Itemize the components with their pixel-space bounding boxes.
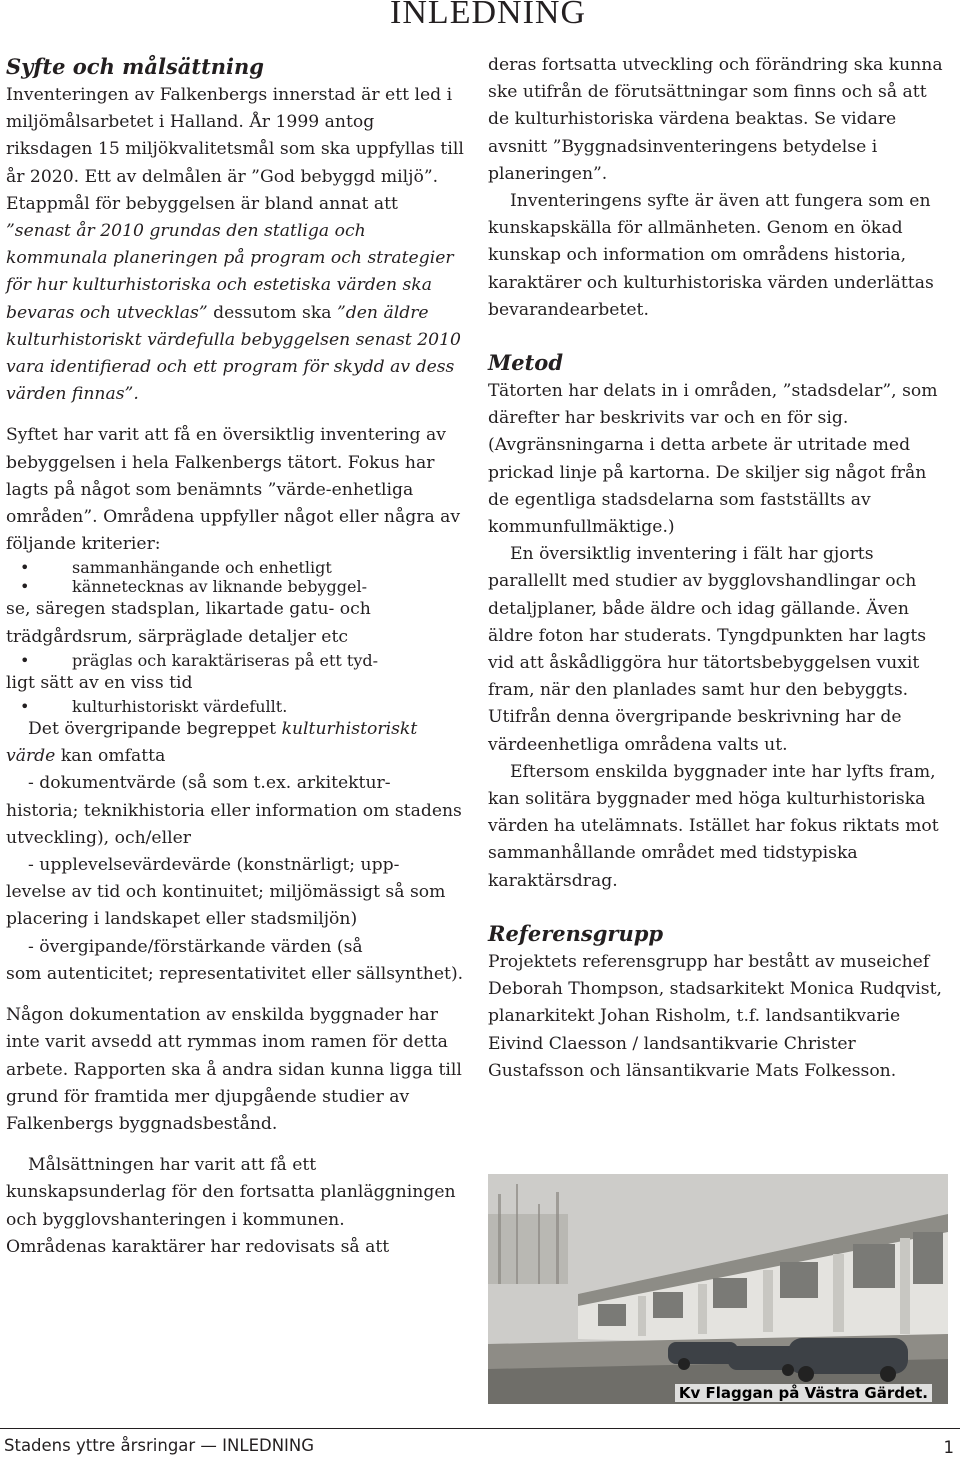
footer-running-title: Stadens yttre årsringar — INLEDNING (4, 1436, 315, 1455)
paragraph-metod-1: Tätorten har delats in i områden, ”stadsdelar”, som därefter har beskrivits var och en för sig. (Avgränsningarna i detta arbete är utritade med prickad linje på kartorna. De skiljer sig något från de egentliga stadsdelarna som fastställts av kommunfullmäktige.) (488, 381, 938, 538)
paragraph-metod-2: En översiktlig inventering i fält har gjorts parallellt med studier av bygglovshandlingar och detaljplaner, både äldre och idag gällande. Även äldre foton har studerats. Tyngdpunkten har lagts vid att åskådliggöra hur tätortsbebyggelsen vuxit fram, när den planlades samt hur den bebyggts. Utifrån denna övergripande beskrivning har de värdeenhetliga områdena valts ut. (488, 544, 927, 755)
bullet-text: kännetecknas av liknande bebyggel- (72, 577, 368, 597)
bullet-text: kulturhistoriskt värdefullt. (72, 697, 288, 717)
bullet-icon: • (20, 650, 30, 670)
right-column (488, 52, 948, 1085)
left-column (6, 52, 466, 1261)
paragraph-metod-3: Eftersom enskilda byggnader inte har lyfts fram, kan solitära byggnader med höga kulturhistoriska värden ha utelämnats. Istället har fokus riktats mot sammanhållande området med tidstypiska karaktärsdrag. (488, 761, 939, 891)
dash-continuation: levelse av tid och kontinuitet; miljömässigt så som placering i landskapet eller stadsmiljön) (6, 882, 446, 930)
paragraph-continued: deras fortsatta utveckling och förändring ska kunna ske utifrån de förutsättningar som finns och så att de kulturhistoriska värdena beaktas. Se vidare avsnitt ”Byggnadsinventeringens betydelse i planeringen”. (488, 55, 943, 184)
bullet-continuation: se, säregen stadsplan, likartade gatu- och trädgårdsrum, särpräglade detaljer etc (6, 599, 371, 647)
intro-text: Inventeringen av Falkenbergs innerstad är ett led i miljömålsarbetet i Halland. År 1999 antog riksdagen 15 miljökvalitetsmål som ska uppfyllas till år 2020. Ett av delmålen är ”God bebyggd miljö”. Etappmål för bebyggelsen är bland annat att (6, 85, 464, 214)
heading-syfte: Syfte och målsättning (6, 54, 264, 79)
bullet-item (6, 651, 466, 670)
begrepp-em: kulturhistoriskt värde (6, 719, 418, 767)
bullet-item (6, 577, 466, 596)
intro-mid: dessutom ska (207, 302, 337, 323)
photo-illustration (488, 1174, 948, 1404)
bullet-text: sammanhängande och enhetligt (72, 558, 332, 578)
paragraph-dokumentation: Någon dokumentation av enskilda byggnader har inte varit avsedd att rymmas inom ramen för detta arbete. Rapporten ska å andra sidan kunna ligga till grund för framtida mer djupgående studier av Falkenbergs byggnadsbestånd. (6, 1005, 462, 1134)
bullet-icon: • (20, 577, 30, 597)
heading-referensgrupp: Referensgrupp (488, 920, 664, 946)
paragraph-referensgrupp: Projektets referensgrupp har bestått av museichef Deborah Thompson, stadsarkitekt Monica Rudqvist, planarkitekt Johan Risholm, t.f. landsantikvarie Eivind Claesson / landsantikvarie Christer Gustafsson och länsantikvarie Mats Folkesson. (488, 951, 942, 1081)
paragraph-begrepp (6, 716, 466, 770)
dash-continuation: som autenticitet; representativitet eller sällsynthet). (6, 963, 464, 984)
paragraph-malsattning: Målsättningen har varit att få ett kunskapsunderlag för den fortsatta planläggningen och bygglovshanteringen i kommunen. (6, 1155, 456, 1230)
dash-item: - dokumentvärde (så som t.ex. arkitektur- (28, 773, 391, 794)
bullet-item (6, 558, 466, 577)
photo-caption: Kv Flaggan på Västra Gärdet. (675, 1384, 932, 1402)
paragraph-intro (6, 82, 466, 408)
bullet-item (6, 697, 466, 716)
heading-metod: Metod (488, 350, 563, 376)
paragraph-karaktarer: Områdenas karaktärer har redovisats så att (6, 1236, 390, 1257)
bullet-text: präglas och karaktäriseras på ett tyd- (72, 650, 379, 670)
dash-item: - upplevelsevärdevärde (konstnärligt; upp- (28, 855, 400, 876)
footer-rule (0, 1428, 960, 1429)
paragraph-kunskapskalla: Inventeringens syfte är även att fungera som en kunskapskälla för allmänheten. Genom en ökad kunskap och information om områdens historia, karaktärer och kulturhistoriska värden underlättas bevarandearbetet. (488, 191, 934, 320)
bullet-continuation: ligt sätt av en viss tid (6, 672, 193, 693)
dash-item: - övergipande/förstärkande värden (så (28, 936, 363, 957)
dash-continuation: historia; teknikhistoria eller information om stadens utveckling), och/eller (6, 800, 462, 848)
page-number: 1 (943, 1438, 954, 1457)
begrepp-b: kan omfatta (55, 746, 166, 767)
page-header: INLEDNING (390, 0, 586, 31)
paragraph-syftet: Syftet har varit att få en översiktlig inventering av bebyggelsen i hela Falkenbergs tätort. Fokus har lagts på något som benämnts ”värde-enhetliga områden”. Områdena uppfyller något eller några av följande kriterier: (6, 425, 461, 555)
intro-quote-2: ”den äldre kulturhistoriskt värdefulla bebyggelsen senast 2010 vara identifierad och ett program för skydd av dess värden finnas”. (6, 302, 461, 405)
bullet-icon: • (20, 558, 30, 578)
intro-quote-1: ”senast år 2010 grundas den statliga och kommunala planeringen på program och strategier för hur kulturhistoriska och estetiska värden ska bevaras och utvecklas” (6, 221, 454, 323)
begrepp-a: Det övergripande begreppet (28, 719, 282, 740)
bullet-icon: • (20, 697, 30, 717)
photo-row-houses (488, 1174, 948, 1404)
